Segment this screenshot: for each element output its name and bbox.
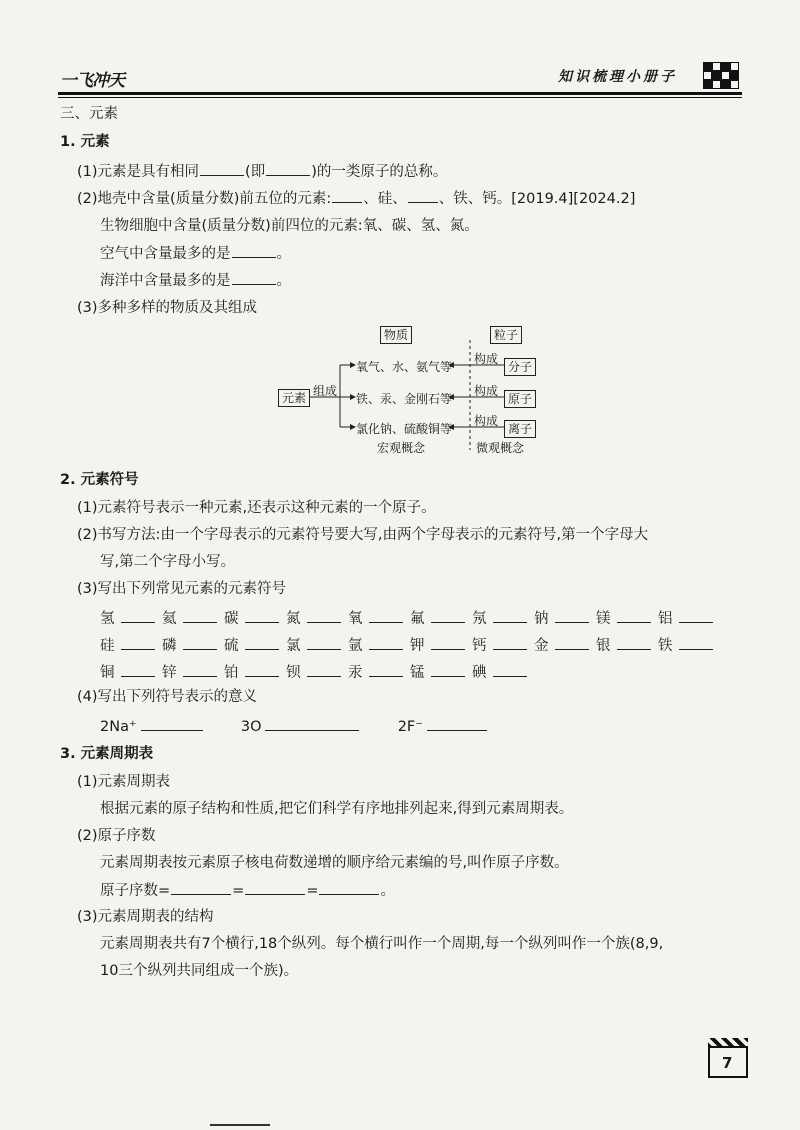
element-name: 金 [534, 638, 549, 654]
diagram-constitute-1: 构成 [474, 352, 499, 366]
element-name: 锰 [410, 665, 425, 681]
element-name: 氮 [286, 611, 301, 627]
element-item [472, 635, 527, 656]
element-symbol-blank [679, 608, 713, 623]
s3-p7a: 元素周期表共有7个横行,18个纵列。每个横行叫作一个周期,每一个纵列叫作一个族(8,9, [100, 936, 664, 952]
diagram-row2: 铁、汞、金刚石等 [356, 392, 453, 406]
element-symbol-blank [369, 608, 403, 623]
element-item [472, 608, 527, 629]
diagram-compose-label: 组成 [313, 384, 338, 398]
element-symbol-blank [307, 635, 341, 650]
element-item [286, 662, 341, 683]
element-symbol-blank [493, 635, 527, 650]
s2-p3: (3)写出下列常见元素的元素符号 [77, 581, 287, 597]
element-name: 氢 [100, 611, 115, 627]
element-item [348, 662, 403, 683]
header-rule-thin [58, 97, 742, 98]
element-item [100, 635, 155, 656]
s3-heading: 3. 元素周期表 [60, 746, 154, 762]
element-symbol-blank [493, 608, 527, 623]
element-symbol-blank [121, 635, 155, 650]
diagram-row1: 氧气、水、氨气等 [356, 360, 453, 374]
element-item [410, 608, 465, 629]
element-symbol-blank [245, 662, 279, 677]
s1-p1: (1)元素是具有相同 (即 )的一类原子的总称。 [77, 161, 447, 182]
element-item [162, 662, 217, 683]
element-name: 氯 [286, 638, 301, 654]
brand-logo: 一飞冲天 [60, 71, 124, 91]
element-name: 铝 [658, 611, 673, 627]
element-symbol-blank [183, 635, 217, 650]
element-symbol-blank [307, 662, 341, 677]
element-symbol-blank [245, 608, 279, 623]
s1-p4: 空气中含量最多的是 。 [100, 243, 291, 264]
element-name: 碳 [224, 611, 239, 627]
element-symbol-blank [245, 635, 279, 650]
s3-p1: (1)元素周期表 [77, 774, 171, 790]
element-symbol-blank [555, 635, 589, 650]
element-name: 锌 [162, 665, 177, 681]
diagram-ion-box: 离子 [504, 420, 536, 438]
element-symbol-blank [369, 662, 403, 677]
element-name: 氩 [348, 638, 363, 654]
element-item [224, 635, 279, 656]
s2-p1: (1)元素符号表示一种元素,还表示这种元素的一个原子。 [77, 500, 436, 516]
symbol-row [100, 716, 488, 737]
element-item [348, 635, 403, 656]
element-item [224, 662, 279, 683]
s2-p2b: 写,第二个字母小写。 [100, 554, 236, 570]
s1-p3: 生物细胞中含量(质量分数)前四位的元素:氧、碳、氢、氮。 [100, 218, 479, 234]
element-name: 氧 [348, 611, 363, 627]
s3-p2: 根据元素的原子结构和性质,把它们科学有序地排列起来,得到元素周期表。 [100, 801, 574, 817]
diagram-substance-box: 物质 [380, 326, 412, 344]
s3-p4: 元素周期表按元素原子核电荷数递增的顺序给元素编的号,叫作原子序数。 [100, 855, 569, 871]
element-symbol-blank [369, 635, 403, 650]
diagram-macro-label: 宏观概念 [377, 441, 426, 455]
element-item [162, 608, 217, 629]
element-name: 磷 [162, 638, 177, 654]
diagram-constitute-2: 构成 [474, 384, 499, 398]
element-name: 铁 [658, 638, 673, 654]
element-symbol-blank [431, 662, 465, 677]
element-name: 铂 [224, 665, 239, 681]
element-symbol-blank [121, 662, 155, 677]
element-symbol-blank [431, 608, 465, 623]
s2-p4: (4)写出下列符号表示的意义 [77, 689, 258, 705]
element-item [286, 608, 341, 629]
header-title: 知识梳理小册子 [558, 69, 677, 85]
element-name: 铜 [100, 665, 115, 681]
s1-heading: 1. 元素 [60, 134, 110, 150]
s3-p6: (3)元素周期表的结构 [77, 909, 214, 925]
s3-p7b: 10三个纵列共同组成一个族)。 [100, 963, 299, 979]
element-item [224, 608, 279, 629]
element-item [596, 635, 651, 656]
diagram-micro-label: 微观概念 [476, 441, 525, 455]
element-item [534, 635, 589, 656]
element-symbol-blank [493, 662, 527, 677]
element-item [658, 635, 713, 656]
element-name: 镁 [596, 611, 611, 627]
element-symbol-blank [679, 635, 713, 650]
element-name: 硅 [100, 638, 115, 654]
s3-p5: 原子序数= = = 。 [100, 880, 395, 901]
symbol-3o: 3O [240, 719, 262, 735]
element-symbol-blank [431, 635, 465, 650]
element-symbol-blank [307, 608, 341, 623]
element-name: 汞 [348, 665, 363, 681]
diagram-particle-box: 粒子 [490, 326, 522, 344]
page-number: 7 [722, 1054, 733, 1072]
element-name: 硫 [224, 638, 239, 654]
element-name: 钡 [286, 665, 301, 681]
element-item [596, 608, 651, 629]
element-item [658, 608, 713, 629]
bottom-mark [210, 1124, 270, 1126]
diagram-constitute-3: 构成 [474, 414, 499, 428]
diagram-atom-box: 原子 [504, 390, 536, 408]
element-name: 钙 [472, 638, 487, 654]
diagram-molecule-box: 分子 [504, 358, 536, 376]
element-symbol-blank [555, 608, 589, 623]
element-item [286, 635, 341, 656]
element-item [534, 608, 589, 629]
s3-p3: (2)原子序数 [77, 828, 156, 844]
element-symbol-blank [617, 608, 651, 623]
s2-p2a: (2)书写方法:由一个字母表示的元素符号要大写,由两个字母表示的元素符号,第一个字母大 [77, 527, 649, 543]
s1-p6: (3)多种多样的物质及其组成 [77, 300, 258, 316]
element-name: 氦 [162, 611, 177, 627]
element-name: 氟 [410, 611, 425, 627]
diagram-row3: 氯化钠、硫酸铜等 [356, 422, 453, 436]
element-name: 银 [596, 638, 611, 654]
element-item [410, 635, 465, 656]
s2-heading: 2. 元素符号 [60, 472, 139, 488]
header-rule [58, 92, 742, 95]
element-name: 钠 [534, 611, 549, 627]
element-item [100, 608, 155, 629]
element-item [348, 608, 403, 629]
element-name: 钾 [410, 638, 425, 654]
element-symbol-blank [121, 608, 155, 623]
diagram-element-box: 元素 [278, 389, 310, 407]
element-symbol-blank [183, 608, 217, 623]
element-item [410, 662, 465, 683]
element-item [100, 662, 155, 683]
symbol-2f: 2F⁻ [397, 719, 423, 735]
element-symbol-blank [183, 662, 217, 677]
s1-p5: 海洋中含量最多的是 。 [100, 270, 291, 291]
element-name: 氖 [472, 611, 487, 627]
symbol-2na: 2Na⁺ [100, 719, 137, 735]
element-name: 碘 [472, 665, 487, 681]
element-item [472, 662, 527, 683]
s1-p2: (2)地壳中含量(质量分数)前五位的元素: 、硅、 、铁、钙。[2019.4][2024.2] [77, 188, 635, 209]
element-item [162, 635, 217, 656]
element-symbol-blank [617, 635, 651, 650]
section-title: 三、元素 [60, 106, 118, 122]
